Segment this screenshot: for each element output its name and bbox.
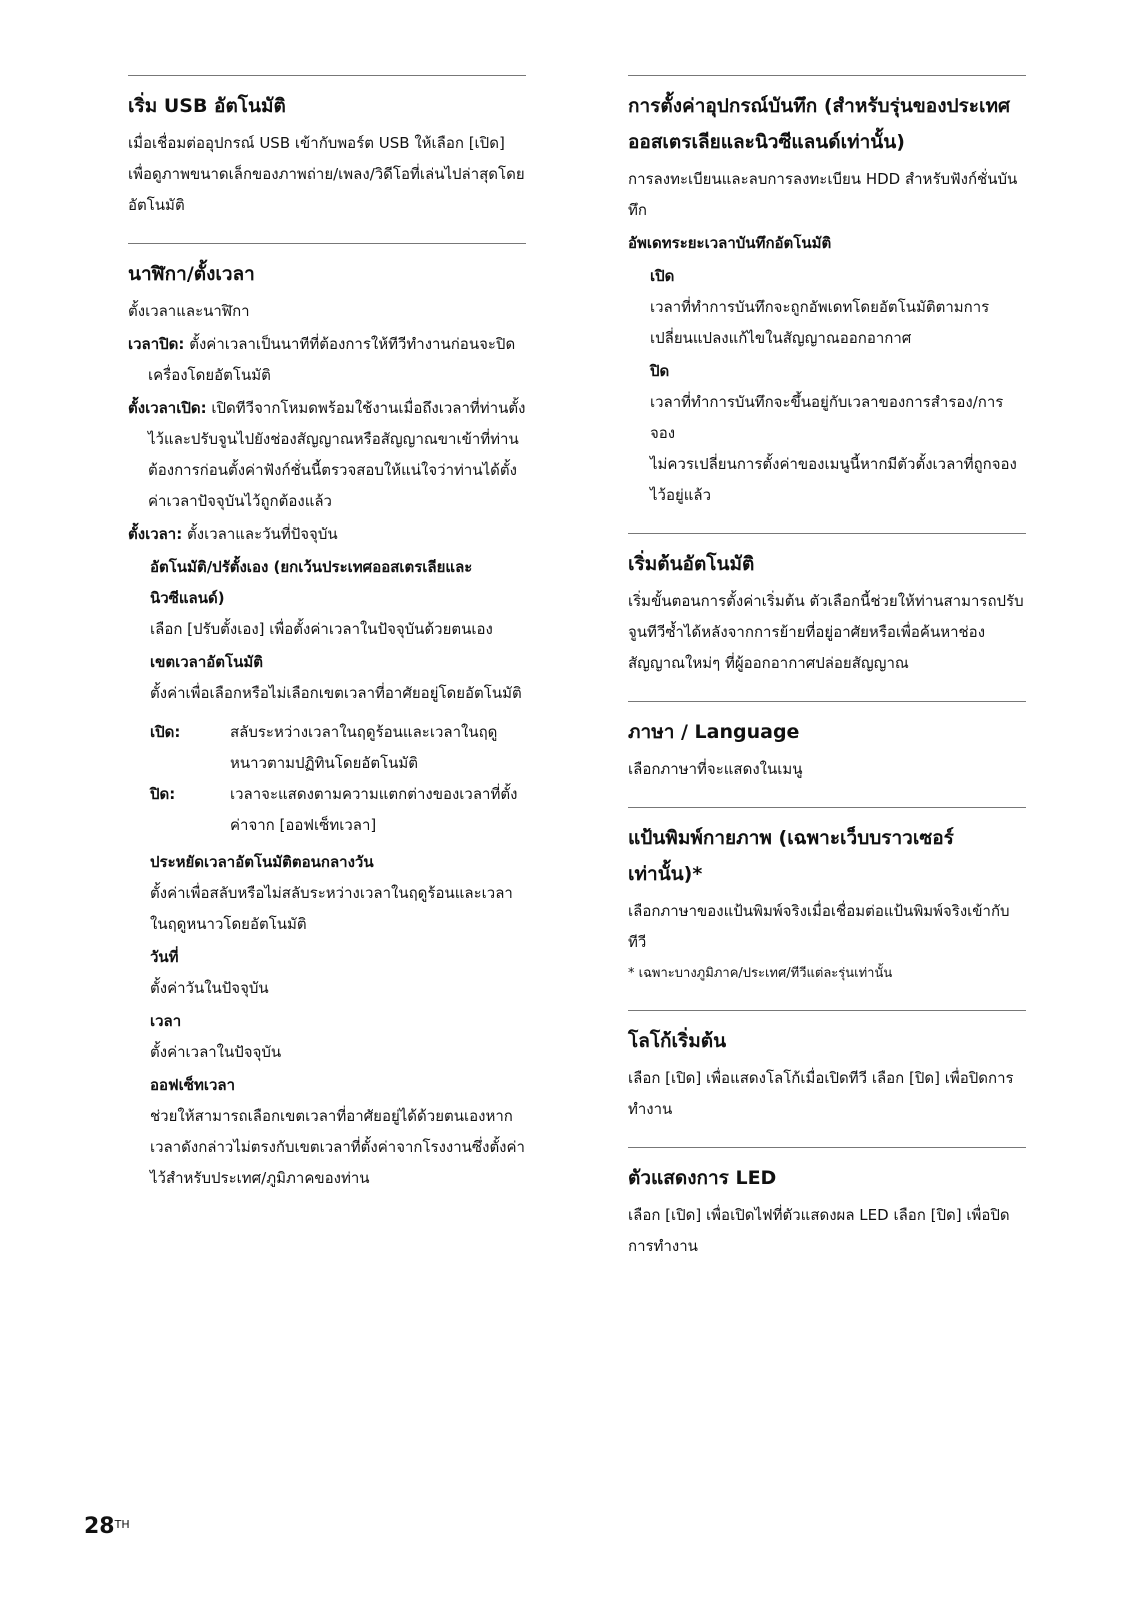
section-led-indicator xyxy=(628,1147,1026,1262)
section-title: การตั้งค่าอุปกรณ์บันทึก (สำหรับรุ่นของประเทศออสเตรเลียและนิวซีแลนด์เท่านั้น) xyxy=(628,95,1011,153)
definition-list xyxy=(128,717,526,841)
section-clock-timers xyxy=(128,243,526,1194)
definition-value: เวลาจะแสดงตามความแตกต่างของเวลาที่ตั้งค่าจาก [ออฟเซ็ทเวลา] xyxy=(230,785,518,834)
definition-key: เปิด: xyxy=(150,723,181,741)
section-body: เลือกภาษาของแป้นพิมพ์จริงเมื่อเชื่อมต่อแป้นพิมพ์จริงเข้ากับทีวี xyxy=(628,902,1010,951)
subheading: อัพเดทระยะเวลาบันทึกอัตโนมัติ xyxy=(628,234,832,252)
on-timer-item xyxy=(128,393,526,517)
section-physical-keyboard xyxy=(628,807,1026,988)
clock-subitems xyxy=(128,847,526,1194)
term-desc: เปิดทีวีจากโหมดพร้อมใช้งานเมื่อถึงเวลาที่ท่านตั้งไว้และปรับจูนไปยังช่องสัญญาณหรือสัญญาณขาเข้าที่ท่านต้องการก่อนตั้งค่าฟังก์ชั่นนี้ตรวจสอบให้แน่ใจว่าท่านได้ตั้งค่าเวลาปัจจุบันไว้ถูกต้องแล้ว xyxy=(148,399,526,510)
subheading-desc: ตั้งค่าเพื่อเลือกหรือไม่เลือกเขตเวลาที่อาศัยอยู่โดยอัตโนมัติ xyxy=(150,684,522,702)
subheading-desc: เลือก [ปรับตั้งเอง] เพื่อตั้งค่าเวลาในปัจจุบันด้วยตนเอง xyxy=(150,620,493,638)
section-language xyxy=(628,701,1026,785)
subheading-desc: เวลาที่ทำการบันทึกจะถูกอัพเดทโดยอัตโนมัติตามการเปลี่ยนแปลงแก้ไขในสัญญาณออกอากาศ xyxy=(650,298,990,347)
definition-row xyxy=(150,779,526,841)
section-auto-start-up xyxy=(628,533,1026,679)
definition-value: สลับระหว่างเวลาในฤดูร้อนและเวลาในฤดูหนาวตามปฏิทินโดยอัตโนมัติ xyxy=(230,723,498,772)
page-number xyxy=(84,1514,130,1539)
left-column xyxy=(128,75,526,1216)
subheading-desc: เวลาที่ทำการบันทึกจะขึ้นอยู่กับเวลาของการสำรอง/การจอง xyxy=(650,393,1004,442)
section-intro: ตั้งเวลาและนาฬิกา xyxy=(128,302,250,320)
subheading: ประหยัดเวลาอัตโนมัติตอนกลางวัน xyxy=(150,853,374,871)
section-title: เริ่ม USB อัตโนมัติ xyxy=(128,95,286,117)
definition-key: ปิด: xyxy=(150,785,176,803)
page-number-value: 28 xyxy=(84,1514,115,1539)
term-label: เวลาปิด: xyxy=(128,335,185,353)
set-time-subitems xyxy=(128,552,526,709)
subheading: เปิด xyxy=(650,267,675,285)
footnote: * เฉพาะบางภูมิภาค/ประเทศ/ทีวีแต่ละรุ่นเท่านั้น xyxy=(628,966,893,981)
subheading-desc: ตั้งค่าเพื่อสลับหรือไม่สลับระหว่างเวลาในฤดูร้อนและเวลาในฤดูหนาวโดยอัตโนมัติ xyxy=(150,884,513,933)
right-column xyxy=(628,75,1026,1284)
page-number-suffix: TH xyxy=(114,1518,130,1531)
section-title: โลโก้เริ่มต้น xyxy=(628,1030,727,1052)
section-body: เลือกภาษาที่จะแสดงในเมนู xyxy=(628,760,803,778)
subheading-note: ไม่ควรเปลี่ยนการตั้งค่าของเมนูนี้หากมีตัวตั้งเวลาที่ถูกจองไว้อยู่แล้ว xyxy=(650,455,1017,504)
subheading: เขตเวลาอัตโนมัติ xyxy=(150,653,263,671)
section-title: ภาษา / Language xyxy=(628,721,800,743)
term-desc: ตั้งเวลาและวันที่ปัจจุบัน xyxy=(187,525,338,543)
section-body: เลือก [เปิด] เพื่อเปิดไฟที่ตัวแสดงผล LED เลือก [ปิด] เพื่อปิดการทำงาน xyxy=(628,1206,1010,1255)
term-desc: ตั้งค่าเวลาเป็นนาทีที่ต้องการให้ทีวีทำงานก่อนจะปิดเครื่องโดยอัตโนมัติ xyxy=(148,335,516,384)
section-body: เลือก [เปิด] เพื่อแสดงโลโก้เมื่อเปิดทีวี เลือก [ปิด] เพื่อปิดการทำงาน xyxy=(628,1069,1014,1118)
subheading-desc: ตั้งค่าวันในปัจจุบัน xyxy=(150,979,269,997)
section-recording-device xyxy=(628,75,1026,511)
section-title: ตัวแสดงการ LED xyxy=(628,1167,777,1189)
section-usb-auto-start xyxy=(128,75,526,221)
section-title: นาฬิกา/ตั้งเวลา xyxy=(128,263,255,285)
subheading: เวลา xyxy=(150,1012,182,1030)
definition-row xyxy=(150,717,526,779)
section-startup-logo xyxy=(628,1010,1026,1125)
subheading-desc: ตั้งค่าเวลาในปัจจุบัน xyxy=(150,1043,282,1061)
section-body: การลงทะเบียนและลบการลงทะเบียน HDD สำหรับฟังก์ชั่นบันทึก xyxy=(628,170,1018,219)
term-label: ตั้งเวลา: xyxy=(128,525,183,543)
recording-subitems xyxy=(628,228,1026,259)
section-title: เริ่มต้นอัตโนมัติ xyxy=(628,553,755,575)
subheading: ปิด xyxy=(650,362,670,380)
subheading: วันที่ xyxy=(150,948,179,966)
set-time-item xyxy=(128,519,526,550)
section-body: เริ่มขั้นตอนการตั้งค่าเริ่มต้น ตัวเลือกนี้ช่วยให้ท่านสามารถปรับจูนทีวีซ้ำได้หลังจากการย้ายที่อยู่อาศัยหรือเพื่อค้นหาช่องสัญญาณใหม่ๆ ที่ผู้ออกอากาศปล่อยสัญญาณ xyxy=(628,592,1024,672)
subheading-desc: ช่วยให้สามารถเลือกเขตเวลาที่อาศัยอยู่ได้ด้วยตนเองหากเวลาดังกล่าวไม่ตรงกับเขตเวลาที่ตั้งค่าจากโรงงานซึ่งตั้งค่าไว้สำหรับประเทศ/ภูมิภาคของท่าน xyxy=(150,1107,525,1187)
sleep-timer-item xyxy=(128,329,526,391)
subheading: ออฟเซ็ทเวลา xyxy=(150,1076,235,1094)
term-label: ตั้งเวลาเปิด: xyxy=(128,399,207,417)
section-body: เมื่อเชื่อมต่ออุปกรณ์ USB เข้ากับพอร์ต USB ให้เลือก [เปิด] เพื่อดูภาพขนาดเล็กของภาพถ่าย/เพลง/วิดีโอที่เล่นไปล่าสุดโดยอัตโนมัติ xyxy=(128,134,525,214)
recording-options xyxy=(628,261,1026,511)
section-title: แป้นพิมพ์กายภาพ (เฉพาะเว็บบราวเซอร์เท่านั้น)* xyxy=(628,827,954,885)
subheading: อัตโนมัติ/ปรัตั้งเอง (ยกเว้นประเทศออสเตรเลียและนิวซีแลนด์) xyxy=(150,558,473,607)
